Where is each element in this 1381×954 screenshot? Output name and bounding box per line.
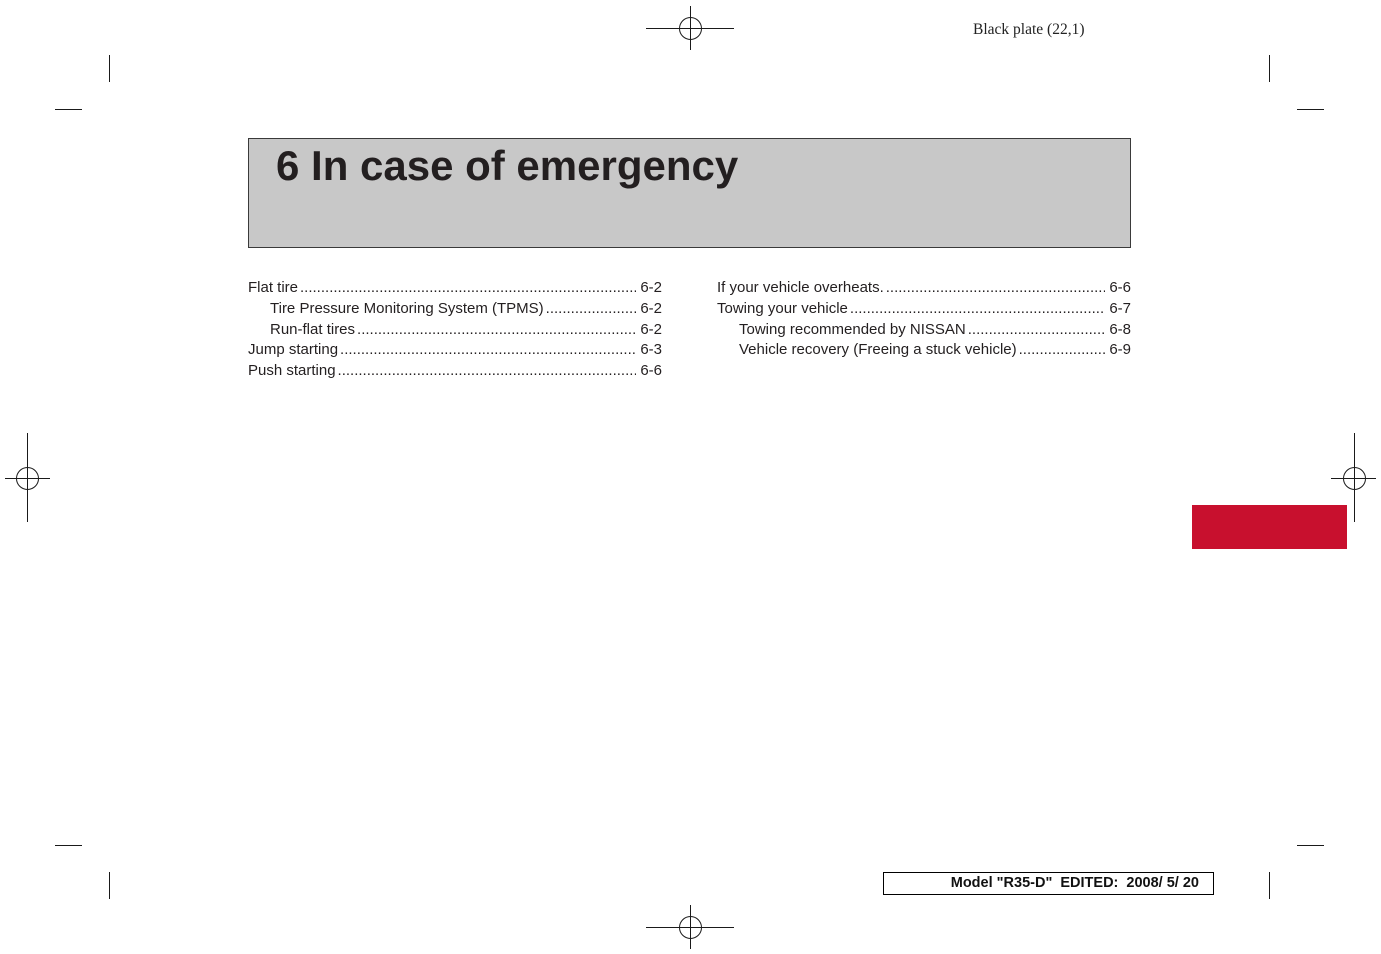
registration-mark-bottom [646, 905, 734, 949]
toc-entry-run-flat-tires [248, 320, 662, 341]
toc-entry-tpms [248, 299, 662, 320]
toc-entry-label: Run-flat tires [270, 320, 356, 338]
toc-entry-overheats [717, 278, 1131, 299]
toc-entry-push-starting [248, 361, 662, 382]
toc-entry-page: 6-9 [1109, 341, 1131, 359]
toc-entry-page: 6-2 [640, 279, 662, 296]
chapter-title: 6 In case of emergency [276, 142, 739, 189]
toc-entry-towing-recommended [717, 320, 1131, 341]
toc-entry-page: 6-2 [640, 299, 662, 317]
toc-leader-dots [546, 299, 637, 320]
crop-mark-top-right [1270, 55, 1325, 110]
toc-entry-page: 6-8 [1109, 320, 1131, 338]
crop-mark-bottom-left [55, 846, 110, 900]
model-edit-label: Model "R35-D" EDITED: 2008/ 5/ 20 [950, 875, 1199, 891]
plate-label: Black plate (22,1) [973, 21, 1085, 38]
toc-leader-dots [340, 340, 636, 361]
crop-mark-top-left [55, 55, 110, 110]
crop-mark-bottom-right [1270, 846, 1325, 900]
toc-entry-towing [717, 299, 1131, 320]
toc-leader-dots [1019, 340, 1106, 361]
toc-entry-jump-starting [248, 340, 662, 361]
toc-entry-page: 6-3 [640, 341, 662, 359]
toc-leader-dots [338, 361, 637, 382]
toc-leader-dots [357, 320, 636, 341]
toc-leader-dots [300, 278, 636, 299]
chapter-thumb-tab [1192, 505, 1347, 549]
toc-entry-label: Towing recommended by NISSAN [739, 320, 966, 338]
registration-mark-top [646, 6, 734, 50]
registration-mark-left [5, 433, 50, 522]
toc-entry-page: 6-6 [640, 362, 662, 379]
toc-column-right [717, 278, 1131, 361]
toc-entry-label: If your vehicle overheats. [717, 279, 884, 296]
toc-entry-flat-tire [248, 278, 662, 299]
toc-entry-label: Towing your vehicle [717, 299, 848, 317]
toc-leader-dots [968, 320, 1106, 341]
toc-entry-label: Flat tire [248, 279, 299, 296]
toc-entry-label: Vehicle recovery (Freeing a stuck vehicle) [739, 341, 1017, 359]
model-edit-box [883, 872, 1214, 895]
toc-entry-page: 6-6 [1109, 279, 1131, 296]
toc-leader-dots [886, 278, 1106, 299]
toc-entry-page: 6-2 [640, 320, 662, 338]
toc-entry-page: 6-7 [1109, 299, 1131, 317]
toc-leader-dots [850, 299, 1105, 320]
toc-entry-vehicle-recovery [717, 340, 1131, 361]
toc-entry-label: Push starting [248, 362, 336, 379]
toc-entry-label: Tire Pressure Monitoring System (TPMS) [270, 299, 544, 317]
chapter-heading-band [248, 138, 1131, 248]
toc-column-left [248, 278, 662, 382]
toc-entry-label: Jump starting [248, 341, 339, 359]
